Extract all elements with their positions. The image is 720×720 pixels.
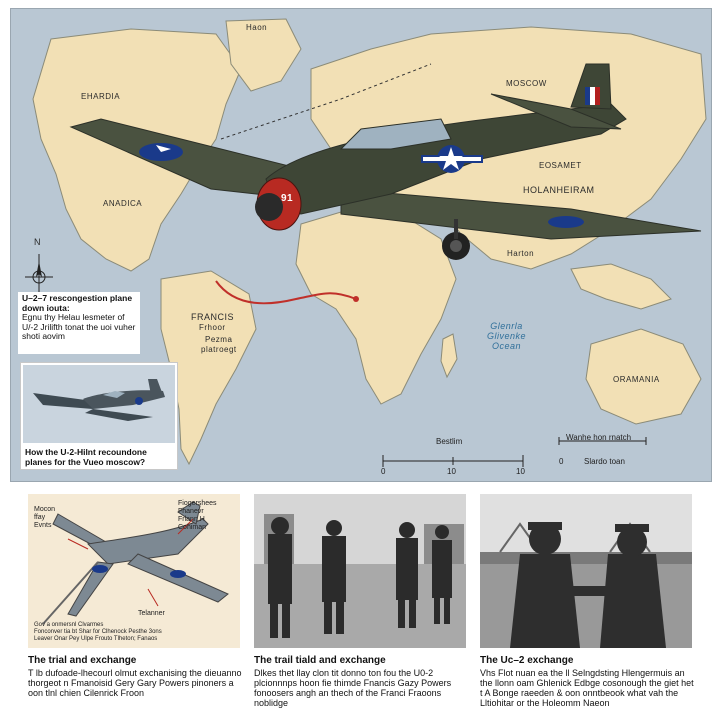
scale-right-sub: Slardo toan: [584, 457, 625, 466]
panel-diagram: [28, 494, 240, 648]
panel1-footer: Gov a onmersnl Clvarmes Fonconver tia bt Shar for Clhenock Pesthe 3ons Leaver Onar Pey Ulpe Frouto Tlheton; Fanaos: [34, 622, 162, 642]
scale-left-tick-1: 10: [447, 467, 456, 476]
caption-3-title: The Uc–2 exchange: [480, 655, 574, 666]
inset-plane-image: [23, 365, 175, 443]
map-label-haon: Haon: [246, 23, 268, 32]
map-label-pezma: Pezma: [205, 335, 233, 344]
callout-title: U–2–7 rescongestion plane down iouta:: [22, 293, 133, 313]
map-label-harton: Harton: [507, 249, 535, 258]
compass-icon: [25, 254, 53, 294]
callout-body: Egnu thy Helau lesmeter of U/‑2 Jrilifth tonat the uoi vuher shoti aovim: [22, 312, 136, 341]
madagascar-shape: [441, 334, 457, 377]
map-callout: [18, 292, 140, 354]
caption-1-text: T lb dufoade‑lhecourl olmut exchanising the dieuanno thorgeot n Fmanoisid Gery Gary Powers pinoners a oon tlnl chien Cilenrick Froon: [28, 668, 242, 698]
caption-1: [28, 656, 244, 698]
scale-bar-left: [383, 455, 523, 467]
map-label-francis: FRANCIS: [191, 312, 235, 322]
map-label-oramania: ORAMANIA: [613, 375, 660, 384]
panel1-label-c: Telanner: [138, 610, 165, 617]
panel-photo-handshake: [480, 494, 692, 648]
caption-2-text: Dlkes thet llay clon tit donno ton fou the U0‑2 plcionnnps hoon fie thimde Fnancis Gazy Powers fonoosers angh an thech of the Franci Fraoons noblidge: [254, 668, 452, 708]
caption-1-title: The trial and exchange: [28, 655, 137, 666]
plane-number: 91: [281, 193, 294, 204]
caption-2: [254, 656, 470, 708]
scale-left-label: Bestlim: [436, 437, 463, 446]
scale-left-tick-0: 0: [381, 467, 386, 476]
compass-north-label: N: [34, 237, 41, 247]
inset-box: [20, 362, 178, 470]
panel3-photo: [480, 494, 692, 648]
caption-2-title: The trail tiald and exchange: [254, 655, 386, 666]
southeast-asia-shape: [571, 264, 671, 309]
map-label-ehardia: EHARDIA: [81, 92, 121, 101]
map-label-moscow: MOSCOW: [506, 79, 547, 88]
panel2-photo: [254, 494, 466, 648]
scale-right-label: Wanhe hon rnatch: [566, 433, 632, 442]
caption-3-text: Vhs Flot nuan ea the ll Selngdsting Hlengermuis an the llonn oam Ghlenick Edbge cosonough the giet het t A Bonge raeeden & oon onntbeook what vah the Lltiohitar or the Holeomm Naeon: [480, 668, 694, 708]
panel-photo-walk: [254, 494, 466, 648]
map-label-frhoor: Frhoor: [199, 323, 226, 332]
scale-right-tick-0: 0: [559, 457, 564, 466]
caption-3: [480, 656, 694, 708]
map-label-platroegt: platroegt: [201, 345, 237, 354]
panel1-label-b: Fiogershees Fhanevr Frlann H Cohiman: [178, 500, 217, 531]
map-label-holanheiram: HOLANHEIRAM: [523, 185, 595, 195]
map-label-eosamet: EOSAMET: [539, 161, 582, 170]
scale-left-tick-2: 10: [516, 467, 525, 476]
panel1-label-a: Mocon ffay Evnts: [34, 506, 56, 529]
map-label-anadica: ANADICA: [103, 199, 143, 208]
inset-caption: How the U‑2‑Hilnt recoundone planes for the Vueo moscow?: [25, 447, 147, 467]
africa-shape: [296, 209, 456, 404]
map-label-ocean: Glenrla Glivenke Ocean: [487, 321, 527, 351]
